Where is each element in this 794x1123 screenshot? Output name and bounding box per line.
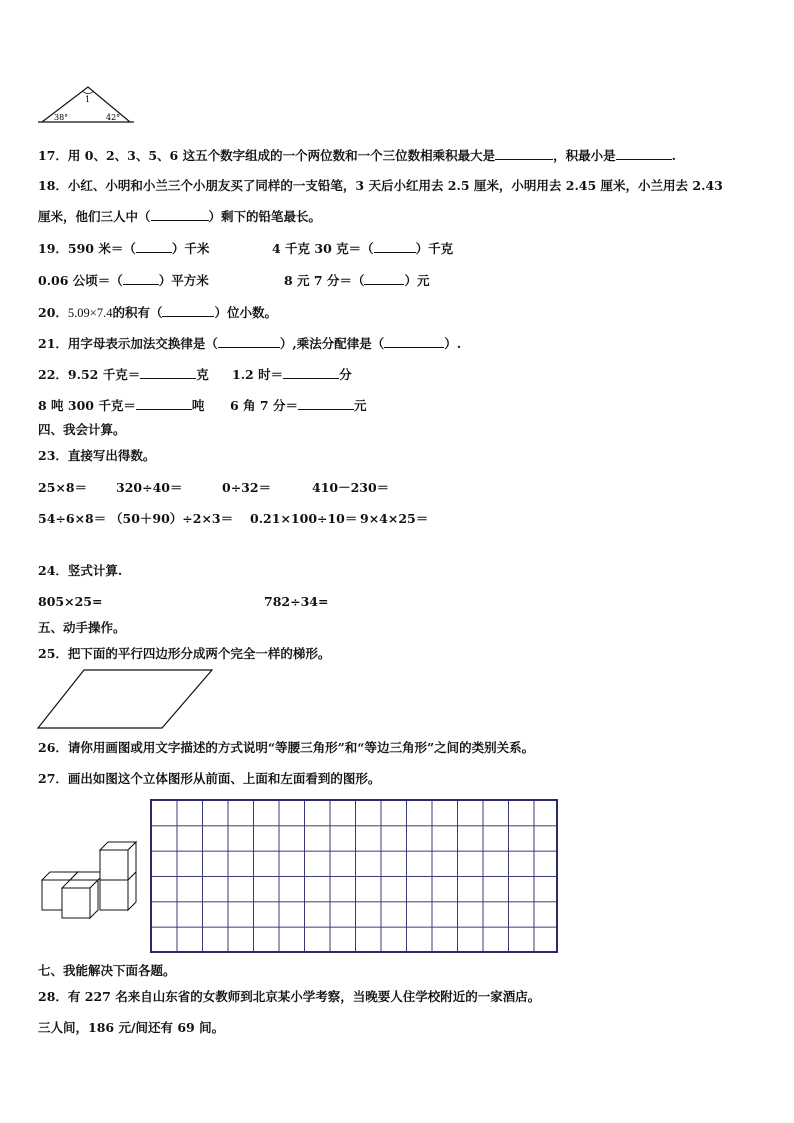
question-27: 27．画出如图这个立体图形从前面、上面和左面看到的图形。 [38,771,381,786]
q19-blank-sqm[interactable] [123,272,159,285]
cube-stack-figure [36,836,146,922]
question-23: 23．直接写出得数。 [38,448,156,463]
calc-item: 320÷40＝ [116,480,183,495]
question-26: 26．请你用画图或用文字描述的方式说明“等腰三角形”和“等边三角形”之间的类别关系。 [38,740,535,755]
question-17: 17．用 0、2、3、5、6 这五个数字组成的一个两位数和一个三位数相乘积最大是 ，积最小是 . [38,148,676,163]
question-24: 24．竖式计算. [38,563,123,578]
question-21: 21．用字母表示加法交换律是（ ）,乘法分配律是（ ）. [38,336,462,351]
calc-item: 410－230＝ [312,480,390,495]
angle-top-label: 1 [85,95,91,104]
question-20: 20．5.09×7.4的积有（ ）位小数。 [38,305,277,320]
angle-right-label: 42° [106,113,121,122]
question-25: 25．把下面的平行四边形分成两个完全一样的梯形。 [38,646,331,661]
section-5-title: 五、动手操作。 [38,620,126,635]
parallelogram-figure[interactable] [36,668,216,732]
triangle-figure [36,82,136,126]
angle-left-label: 38° [54,113,69,122]
q21-blank-commutative[interactable] [218,335,280,348]
calc-item: 54÷6×8＝ [38,511,107,526]
q19-blank-kg[interactable] [374,240,416,253]
q22-blank-minutes[interactable] [283,366,339,379]
calc-item: 0.21×100÷10＝ [250,511,358,526]
q19-blank-yuan[interactable] [364,272,404,285]
q22-blank-yuan[interactable] [298,397,354,410]
calc-item: （50＋90）÷2×3＝ [110,511,234,526]
vertical-calc-item: 805×25= [38,594,103,609]
section-7-title: 七、我能解决下面各题。 [38,963,176,978]
q20-blank[interactable] [162,304,214,317]
drawing-grid[interactable] [150,799,558,953]
q17-blank-max[interactable] [495,147,553,160]
calc-item: 0÷32＝ [222,480,272,495]
calc-item: 25×8＝ [38,480,88,495]
section-4-title: 四、我会计算。 [38,422,126,437]
q22-blank-tons[interactable] [136,397,192,410]
q19-blank-km[interactable] [136,240,172,253]
q18-blank[interactable] [151,208,209,221]
vertical-calc-item: 782÷34= [264,594,329,609]
q17-blank-min[interactable] [616,147,672,160]
q21-blank-distributive[interactable] [384,335,444,348]
calc-item: 9×4×25＝ [360,511,429,526]
question-18-line1: 18．小红、小明和小兰三个小朋友买了同样的一支铅笔，3 天后小红用去 2.5 厘米，小明用去 2.45 厘米，小兰用去 2.43 [38,178,723,193]
q22-blank-grams[interactable] [140,366,196,379]
question-28-line2: 三人间，186 元/间还有 69 间。 [38,1020,225,1035]
question-18-line2: 厘米，他们三人中（ ）剩下的铅笔最长。 [38,209,322,224]
question-28-line1: 28．有 227 名来自山东省的女教师到北京某小学考察，当晚要人住学校附近的一家酒店。 [38,989,541,1004]
